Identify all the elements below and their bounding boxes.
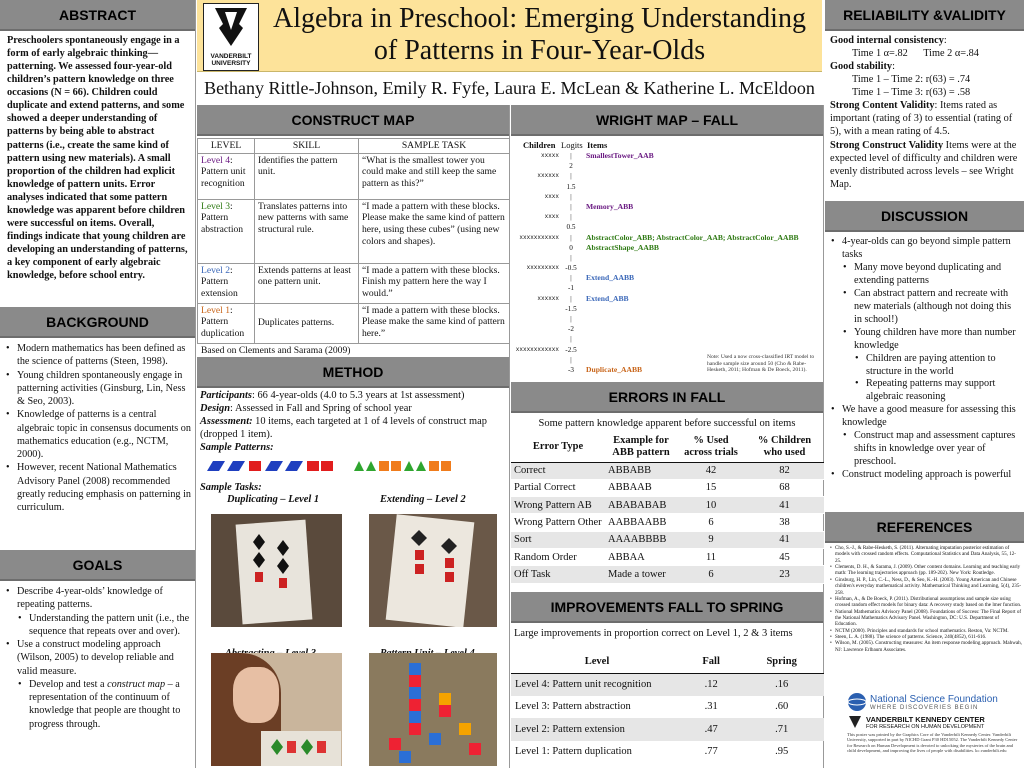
list-item: • Knowledge of patterns is a central algebraic topic in consensus documents on mathematics education (e.g., NCTM, 2000). xyxy=(3,408,192,461)
abstract-header xyxy=(0,0,195,31)
wright-row xyxy=(511,304,824,314)
wright-item: AbstractColor_ABB; AbstractColor_AAB; AbstractColor_AABB xyxy=(586,232,799,242)
table-cell: ABBAAB xyxy=(605,479,677,496)
table-row xyxy=(511,696,824,718)
sample-pattern-shapes-1 xyxy=(205,460,335,472)
assessment-label: Assessment: xyxy=(200,416,253,428)
wright-row xyxy=(511,283,824,293)
reliability-body xyxy=(825,31,1024,201)
improvements-title: IMPROVEMENTS FALL TO SPRING xyxy=(550,598,784,615)
table-cell: .71 xyxy=(739,718,824,740)
table-row xyxy=(198,263,510,303)
participants-label: Participants xyxy=(200,390,252,401)
discussion-list xyxy=(825,232,1024,512)
table-row xyxy=(198,153,510,199)
wright-col-children: Children xyxy=(523,140,556,150)
references-title: REFERENCES xyxy=(876,518,973,535)
list-item: • Modern mathematics has been defined as the science of patterns (Steen, 1998). xyxy=(3,342,192,369)
wright-row xyxy=(511,263,824,273)
table-cell: Sort xyxy=(511,531,605,548)
stability-value-1: Time 1 – Time 2: r(63) = .74 xyxy=(852,74,971,86)
pattern-pieces xyxy=(251,534,301,614)
nsf-logo xyxy=(847,692,1022,712)
goal-emphasis: construct map xyxy=(107,678,166,690)
middle-left-column xyxy=(197,105,510,768)
table-cell: Made a tower xyxy=(605,566,677,583)
goals-header xyxy=(0,550,195,581)
construct-map-footnote: Based on Clements and Sarama (2009) xyxy=(201,344,351,356)
wright-logit: -2.5 xyxy=(565,345,577,354)
construct-validity-text: Items were at the expected level of difficulty and children were evenly distributed across levels – see Wright Map. xyxy=(830,139,1018,190)
table-cell: 10 xyxy=(677,497,745,514)
design-line xyxy=(200,402,506,415)
wright-row xyxy=(511,182,824,192)
wright-row xyxy=(511,212,824,222)
wright-row xyxy=(511,334,824,344)
design-label: Design xyxy=(200,403,231,415)
wright-row xyxy=(511,314,824,324)
wright-row xyxy=(511,171,824,181)
vanderbilt-logo xyxy=(203,3,259,71)
table-header: Level xyxy=(511,651,683,673)
nsf-name: National Science Foundation xyxy=(870,693,998,705)
sample-pattern-shapes-2 xyxy=(353,460,483,472)
photo-duplicating-task xyxy=(211,514,342,627)
wright-row xyxy=(511,273,824,283)
vkc-tagline: FOR RESEARCH ON HUMAN DEVELOPMENT xyxy=(866,723,985,730)
table-cell: 6 xyxy=(677,514,745,531)
photo-extending-task xyxy=(369,514,497,627)
left-column xyxy=(0,0,196,768)
reference-item: • Steen, L. A. (1988). The science of patterns. Science, 240(4852), 611-616. xyxy=(827,634,1022,640)
reliability-title: RELIABILITY &VALIDITY xyxy=(843,6,1006,23)
skill-cell: Identifies the pattern unit. xyxy=(255,153,359,199)
table-cell: Level 1: Pattern duplication xyxy=(515,746,632,758)
level-name: Pattern unit recognition xyxy=(201,166,246,190)
wright-children-marks: xxxxxxxxx xyxy=(526,264,559,272)
wright-map-title: WRIGHT MAP – FALL xyxy=(595,111,739,128)
table-cell: AABBAABB xyxy=(605,514,677,531)
level-cell: Level 3: Pattern abstraction xyxy=(198,199,255,263)
background-header xyxy=(0,307,195,338)
reference-item: • National Mathematics Advisory Panel (2008). Foundations of Success: The Final Report of the National Mathematics Advisory Panel. Washington, DC: U.S. Department of Education. xyxy=(827,609,1022,628)
construct-validity-label: Strong Construct Validity xyxy=(830,139,944,151)
list-item: • Repeating patterns may support algebraic reasoning xyxy=(828,378,1021,404)
right-column xyxy=(825,0,1024,768)
wright-item: Memory_ABB xyxy=(586,201,634,211)
table-cell: ABBAA xyxy=(605,548,677,565)
reliability-header xyxy=(825,0,1024,31)
background-title: BACKGROUND xyxy=(46,313,149,330)
wright-children-marks: xxxxxxxxxxx xyxy=(519,233,559,241)
table-cell: Level 4: Pattern unit recognition xyxy=(511,673,683,695)
wright-logit: | xyxy=(570,274,572,283)
discussion-title: DISCUSSION xyxy=(880,207,969,224)
method-header xyxy=(197,357,509,388)
table-header: LEVEL xyxy=(198,139,255,154)
wright-logit: 0 xyxy=(569,243,573,252)
table-cell: .60 xyxy=(775,701,789,713)
task-cell: “What is the smallest tower you could make and still keep the same pattern as this?” xyxy=(359,153,510,199)
wright-row xyxy=(511,192,824,202)
table-row xyxy=(511,462,824,479)
background-list xyxy=(0,338,195,550)
errors-table xyxy=(511,432,824,584)
table-cell: 9 xyxy=(677,531,745,548)
abstract-body: Preschoolers spontaneously engage in a form of early algebraic thinking—patterning. We assessed four-year-old children’s pattern knowledge on three occasions (N = 66). Children could duplicate and extend patterns, and some showed a deeper understanding of patterns by being able to abstract patterns (i.e., create the same kind of pattern using new materials). A small proportion of the children had explicit knowledge of pattern units. Error analyses indicated that some pattern knowledge was apparent before children were successful on items. Overall, findings indicate that young children are developing an understanding of patterns, a key component of early algebraic knowledge, before school entry. xyxy=(7,35,188,282)
level-name: Pattern abstraction xyxy=(201,212,244,236)
stability-value-2: Time 1 – Time 3: r(63) = .58 xyxy=(852,87,971,99)
improvements-table xyxy=(511,651,824,763)
stability-line: Good stability: xyxy=(830,61,895,73)
table-header: % Used across trials xyxy=(677,432,745,462)
oak-leaf-v-icon xyxy=(211,4,251,48)
skill-cell: Extends patterns at least one pattern unit. xyxy=(255,263,359,303)
wright-row xyxy=(511,294,824,304)
skill-cell: Duplicates patterns. xyxy=(255,303,359,343)
wright-row xyxy=(511,161,824,171)
wright-logit: | xyxy=(570,294,572,303)
wright-row xyxy=(511,243,824,253)
table-row xyxy=(511,741,824,763)
wright-logit: | xyxy=(570,355,572,364)
table-cell: 45 xyxy=(745,548,824,565)
table-cell: 42 xyxy=(677,462,745,479)
errors-subtitle: Some pattern knowledge apparent before successful on items xyxy=(538,418,796,429)
table-header-row xyxy=(511,651,824,673)
list-item: • 4-year-olds can go beyond simple pattern tasks xyxy=(828,236,1021,262)
level-cell: Level 1: Pattern duplication xyxy=(198,303,255,343)
table-cell: Random Order xyxy=(511,548,605,565)
vkc-name: VANDERBILT KENNEDY CENTER xyxy=(866,714,985,724)
table-cell: Partial Correct xyxy=(511,479,605,496)
table-row xyxy=(511,497,824,514)
list-item: • We have a good measure for assessing this knowledge xyxy=(828,404,1021,430)
errors-header xyxy=(511,382,823,413)
wright-row xyxy=(511,253,824,263)
wright-logit: | xyxy=(570,192,572,201)
table-row xyxy=(511,479,824,496)
level-number: Level 4 xyxy=(201,154,231,166)
table-cell: .12 xyxy=(683,673,739,695)
table-row xyxy=(511,673,824,695)
wright-logit: -1 xyxy=(568,284,574,293)
table-cell: 23 xyxy=(745,566,824,583)
table-cell: 68 xyxy=(745,479,824,496)
level-cell: Level 4: Pattern unit recognition xyxy=(198,153,255,199)
table-row xyxy=(511,718,824,740)
task-caption: Extending – Level 2 xyxy=(380,494,466,505)
wright-children-marks: xxxxxx xyxy=(537,172,559,180)
wright-logit: | xyxy=(570,233,572,242)
list-item: • Understanding the pattern unit (i.e., the sequence that repeats over and over). xyxy=(3,612,192,639)
reference-item: • Ginsburg, H. P., Lin, C.-L., Ness, D., & Seo, K.-H. (2003). Young American and Chinese children's everyday mathematical activity. Mathematical Thinking and Learning, 5(4), 235-258. xyxy=(827,577,1022,596)
table-row xyxy=(198,303,510,343)
table-header-row xyxy=(198,139,510,154)
errors-title: ERRORS IN FALL xyxy=(608,388,726,405)
table-cell: 11 xyxy=(677,548,745,565)
construct-map-title: CONSTRUCT MAP xyxy=(291,111,415,128)
reference-item: • NCTM (2000). Principles and standards for school mathematics. Reston, Va: NCTM. xyxy=(827,628,1022,634)
vkc-logo xyxy=(847,714,1022,730)
poster-credit: This poster was printed by the Graphics Core of the Vanderbilt Kennedy Center. Vanderbilt University, supported in part by NICHD Grant P30 HD15052. The Vanderbilt Kennedy Center for Research on Human Development is devoted to unlocking the mysteries of the brain and child development, and improving the lives of people with disabilities. kc.vanderbilt.edu xyxy=(847,732,1018,754)
table-header: Spring xyxy=(739,651,824,673)
table-cell: .47 xyxy=(683,718,739,740)
wright-item: AbstractShape_AABB xyxy=(586,242,659,252)
references-header xyxy=(825,512,1024,543)
list-item: • However, recent National Mathematics Advisory Panel (2008) recommended greatly reducing emphasis on patterning in curriculum. xyxy=(3,461,192,514)
wright-map-header xyxy=(511,105,823,136)
wright-children-marks: xxxx xyxy=(544,213,559,221)
table-header: Example for ABB pattern xyxy=(605,432,677,462)
table-cell: 41 xyxy=(745,531,824,548)
wright-item: Extend_AABB xyxy=(586,273,635,283)
stability-label: Good stability xyxy=(830,61,893,73)
table-header: Error Type xyxy=(511,432,605,462)
list-item: • Can abstract pattern and recreate with new materials (although not doing this in school!) xyxy=(828,288,1021,327)
improvements-header xyxy=(511,592,823,623)
list-item: • Use a construct modeling approach (Wilson, 2005) to develop reliable and valid measure. xyxy=(3,638,192,678)
list-item: • Young children spontaneously engage in patterning activities (Ginsburg, Lin, Ness & Seo, 2003). xyxy=(3,369,192,409)
table-cell: .31 xyxy=(704,701,718,713)
wright-map xyxy=(511,136,823,382)
table-cell: .77 xyxy=(704,746,718,758)
assessment-text: 10 items, each targeted at 1 of 4 levels of construct map (dropped 1 item). xyxy=(200,416,487,441)
participants-line xyxy=(200,389,506,402)
wright-logit: | xyxy=(570,253,572,262)
nsf-tagline: WHERE DISCOVERIES BEGIN xyxy=(870,704,979,711)
construct-map-table xyxy=(197,138,510,344)
skill-cell: Translates patterns into new patterns with same structural rule. xyxy=(255,199,359,263)
wright-note: Note: Used a now cross-classified IRT model to handle sample size around 50 (Cho & Rabe-Hesketh, 2011; Hofman & De Boeck, 2011). xyxy=(707,354,815,374)
goal-text: – a representation of the continuum of knowledge that people are thought to progress through. xyxy=(29,678,181,730)
table-cell: AAAABBBB xyxy=(605,531,677,548)
level-name: Pattern extension xyxy=(201,276,238,300)
wright-logit: | xyxy=(570,315,572,323)
reference-item: • Cho, S.-J., & Rabe-Hesketh, S. (2011). Alternating imputation posterior estimation of models with crossed random effects. Computational Statistics and Data Analysis, 55, 12-25. xyxy=(827,545,1022,564)
table-cell: 6 xyxy=(677,566,745,583)
design-text: : Assessed in Fall and Spring of school year xyxy=(230,403,412,415)
wright-children-marks: xxxxx xyxy=(540,152,559,159)
photo-pattern-unit-task xyxy=(369,653,497,766)
construct-validity xyxy=(830,139,1019,191)
wright-logit: 2 xyxy=(569,162,573,171)
assessment-line xyxy=(200,415,506,441)
errors-table-body xyxy=(511,462,824,583)
content-validity-label: Strong Content Validity xyxy=(830,100,935,112)
goal-text: Develop and test a xyxy=(29,678,108,690)
wright-item: Extend_ABB xyxy=(586,293,629,303)
construct-map-header xyxy=(197,105,509,136)
participants-text: : 66 4-year-olds (4.0 to 5.3 years at 1st assessment) xyxy=(251,390,465,401)
title-banner xyxy=(197,0,822,72)
wright-row xyxy=(511,151,824,161)
sample-tasks-label: Sample Tasks: xyxy=(200,482,262,493)
table-cell: Level 3: Pattern abstraction xyxy=(515,701,631,713)
table-cell: 38 xyxy=(745,514,824,531)
wright-logit: | xyxy=(570,152,572,160)
list-item: • Many move beyond duplicating and extending patterns xyxy=(828,262,1021,288)
task-cell: “I made a pattern with these blocks. Please make the same kind of pattern here, using these cubes” (using new colors and shapes). xyxy=(359,199,510,263)
improvements-table-body xyxy=(511,673,824,763)
pattern-pieces xyxy=(267,737,337,757)
wright-row xyxy=(511,324,824,334)
goals-title: GOALS xyxy=(72,556,123,573)
internal-values xyxy=(830,47,1019,60)
wright-logit: | xyxy=(570,335,572,344)
table-cell: .95 xyxy=(775,746,789,758)
list-item: • Describe 4-year-olds’ knowledge of repeating patterns. xyxy=(3,585,192,612)
improvements-subtitle: Large improvements in proportion correct on Level 1, 2 & 3 items xyxy=(514,628,793,639)
list-item: • Construct map and assessment captures shifts in knowledge over year of preschool. xyxy=(828,430,1021,469)
wright-item: Duplicate_AABB xyxy=(586,364,643,374)
table-cell: Correct xyxy=(511,462,605,479)
wright-children-marks: xxxxxx xyxy=(537,294,559,302)
wright-logit: -1.5 xyxy=(565,304,577,313)
method-body xyxy=(200,389,506,455)
wright-item: SmallestTower_AAB xyxy=(586,151,654,160)
wright-row xyxy=(511,202,824,212)
table-cell: ABBABB xyxy=(605,462,677,479)
table-cell: Wrong Pattern AB xyxy=(511,497,605,514)
vkc-oak-icon xyxy=(847,714,863,730)
wright-rows xyxy=(511,151,824,375)
reference-item: • Clements, D. H., & Sarama, J. (2009). Other content domains. Learning and teaching early math: The learning trajectories approach (pp. 189-202). New York: Routledge. xyxy=(827,564,1022,577)
wright-children-marks: xxxx xyxy=(544,192,559,200)
content-validity-text: : Items rated as important (rating of 3) to essential (rating of 5), with a mean rating of 4.5. xyxy=(830,100,1013,138)
table-row xyxy=(511,566,824,583)
level-number: Level 1 xyxy=(201,304,231,316)
photo-abstracting-task xyxy=(211,653,342,766)
wright-logit: 0.5 xyxy=(566,223,576,232)
nsf-globe-icon xyxy=(847,692,867,712)
wright-logit: -0.5 xyxy=(565,264,577,273)
discussion-header xyxy=(825,201,1024,232)
sample-patterns-label: Sample Patterns: xyxy=(200,442,274,454)
references-list xyxy=(825,543,1024,693)
task-caption: Duplicating – Level 1 xyxy=(227,494,320,505)
time1-alpha: Time 1 α=.82 xyxy=(852,48,908,60)
table-cell: 82 xyxy=(745,462,824,479)
pattern-pieces xyxy=(409,530,469,620)
wright-col-items: Items xyxy=(587,140,608,150)
abstract-title: ABSTRACT xyxy=(59,6,136,23)
wright-logit: 1.5 xyxy=(566,182,576,191)
page-title: Algebra in Preschool: Emerging Understanding of Patterns in Four-Year-Olds xyxy=(273,3,806,67)
level-number: Level 3 xyxy=(201,200,231,212)
table-cell: .16 xyxy=(739,673,824,695)
list-item: • Construct modeling approach is powerful xyxy=(828,469,1021,482)
sponsor-logos xyxy=(847,692,1022,754)
time2-alpha: Time 2 α=.84 xyxy=(923,48,979,60)
goals-list xyxy=(0,581,195,735)
table-row xyxy=(511,531,824,548)
table-header-row xyxy=(511,432,824,462)
table-cell: Level 2: Pattern extension xyxy=(511,718,683,740)
table-cell: 15 xyxy=(677,479,745,496)
list-item: • Children are paying attention to structure in the world xyxy=(828,353,1021,379)
table-header: SKILL xyxy=(255,139,359,154)
internal-line: Good internal consistency: xyxy=(830,35,947,46)
cube-towers xyxy=(369,653,497,766)
logo-text: VANDERBILT UNIVERSITY xyxy=(210,53,252,68)
table-row xyxy=(198,199,510,263)
level-cell: Level 2: Pattern extension xyxy=(198,263,255,303)
authors: Bethany Rittle-Johnson, Emily R. Fyfe, Laura E. McLean & Katherine L. McEldoon xyxy=(204,78,815,98)
task-cell: “I made a pattern with these blocks. Finish my pattern here the way I would.” xyxy=(359,263,510,303)
table-cell: 41 xyxy=(745,497,824,514)
wright-logit: -3 xyxy=(568,365,574,374)
table-row xyxy=(511,514,824,531)
list-item xyxy=(3,678,192,731)
wright-row xyxy=(511,233,824,243)
wright-logit: | xyxy=(570,172,572,181)
reference-item: • Hofman, A., & De Boeck, P. (2011). Distributional assumptions and sample size using crossed random effect models for binary data: A recovery study based on the lmer function. xyxy=(827,596,1022,609)
task-cell: “I made a pattern with these blocks. Please make the same kind of pattern here.” xyxy=(359,303,510,343)
table-header: Fall xyxy=(683,651,739,673)
table-row xyxy=(511,548,824,565)
table-cell: Wrong Pattern Other xyxy=(511,514,605,531)
wright-logit: | xyxy=(570,213,572,222)
middle-right-column xyxy=(511,105,824,768)
table-cell: ABABABAB xyxy=(605,497,677,514)
table-header: SAMPLE TASK xyxy=(359,139,510,154)
internal-label: Good internal consistency xyxy=(830,35,944,46)
level-name: Pattern duplication xyxy=(201,316,245,340)
wright-logit: -2 xyxy=(568,325,574,334)
wright-children-marks: xxxxxxxxxxxx xyxy=(515,345,559,353)
method-title: METHOD xyxy=(322,363,384,380)
level-number: Level 2 xyxy=(201,264,231,276)
reference-item: • Wilson, M. (2005). Constructing measures: An item response modeling approach. Mahwah, NJ: Lawrence Erlbaum Associates. xyxy=(827,640,1022,653)
table-cell: Off Task xyxy=(511,566,605,583)
list-item: • Young children have more than number knowledge xyxy=(828,327,1021,353)
table-header: % Children who used xyxy=(745,432,824,462)
content-validity xyxy=(830,99,1019,138)
wright-col-logits: Logits xyxy=(561,140,583,150)
wright-logit: | xyxy=(570,202,572,211)
wright-row xyxy=(511,222,824,232)
